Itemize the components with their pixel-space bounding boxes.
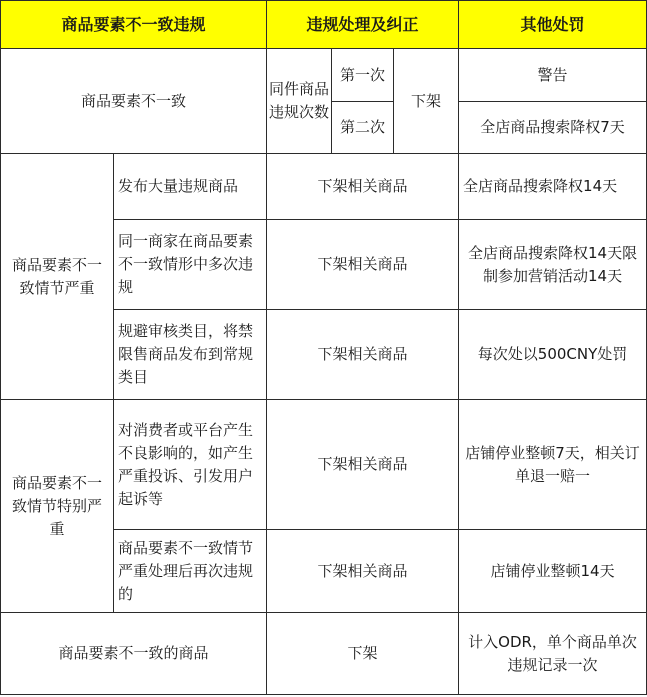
action-cell: 下架 — [394, 49, 459, 154]
table-row — [1, 613, 647, 695]
penalty-cell: 全店商品搜索降权7天 — [459, 102, 647, 154]
action-cell: 下架相关商品 — [267, 400, 459, 530]
header-violation: 商品要素不一致违规 — [1, 1, 267, 49]
action-cell: 下架相关商品 — [267, 310, 459, 400]
action-cell: 下架相关商品 — [267, 154, 459, 220]
table-row — [1, 49, 647, 102]
description-cell: 规避审核类目，将禁限售商品发布到常规类目 — [114, 310, 267, 400]
description-cell: 商品要素不一致情节严重处理后再次违规的 — [114, 530, 267, 613]
header-handling: 违规处理及纠正 — [267, 1, 459, 49]
category-cell: 商品要素不一致情节特别严重 — [1, 400, 114, 613]
description-cell: 对消费者或平台产生不良影响的，如产生严重投诉、引发用户起诉等 — [114, 400, 267, 530]
table-row — [1, 400, 647, 530]
penalty-cell: 每次处以500CNY处罚 — [459, 310, 647, 400]
category-cell: 商品要素不一致 — [1, 49, 267, 154]
action-cell: 下架 — [267, 613, 459, 695]
category-cell: 商品要素不一致的商品 — [1, 613, 267, 695]
penalty-cell: 全店商品搜索降权14天 — [459, 154, 647, 220]
category-cell: 商品要素不一致情节严重 — [1, 154, 114, 400]
penalty-cell: 警告 — [459, 49, 647, 102]
penalty-cell: 店铺停业整顿7天，相关订单退一赔一 — [459, 400, 647, 530]
header-other-penalty: 其他处罚 — [459, 1, 647, 49]
penalty-cell: 店铺停业整顿14天 — [459, 530, 647, 613]
penalty-cell: 计入ODR，单个商品单次违规记录一次 — [459, 613, 647, 695]
action-cell: 下架相关商品 — [267, 530, 459, 613]
action-cell: 下架相关商品 — [267, 220, 459, 310]
header-row — [1, 1, 647, 49]
table-row — [1, 154, 647, 220]
penalty-cell: 全店商品搜索降权14天限制参加营销活动14天 — [459, 220, 647, 310]
description-cell: 发布大量违规商品 — [114, 154, 267, 220]
first-time-cell: 第一次 — [332, 49, 394, 102]
description-cell: 同一商家在商品要素不一致情形中多次违规 — [114, 220, 267, 310]
second-time-cell: 第二次 — [332, 102, 394, 154]
count-label-cell: 同件商品违规次数 — [267, 49, 332, 154]
